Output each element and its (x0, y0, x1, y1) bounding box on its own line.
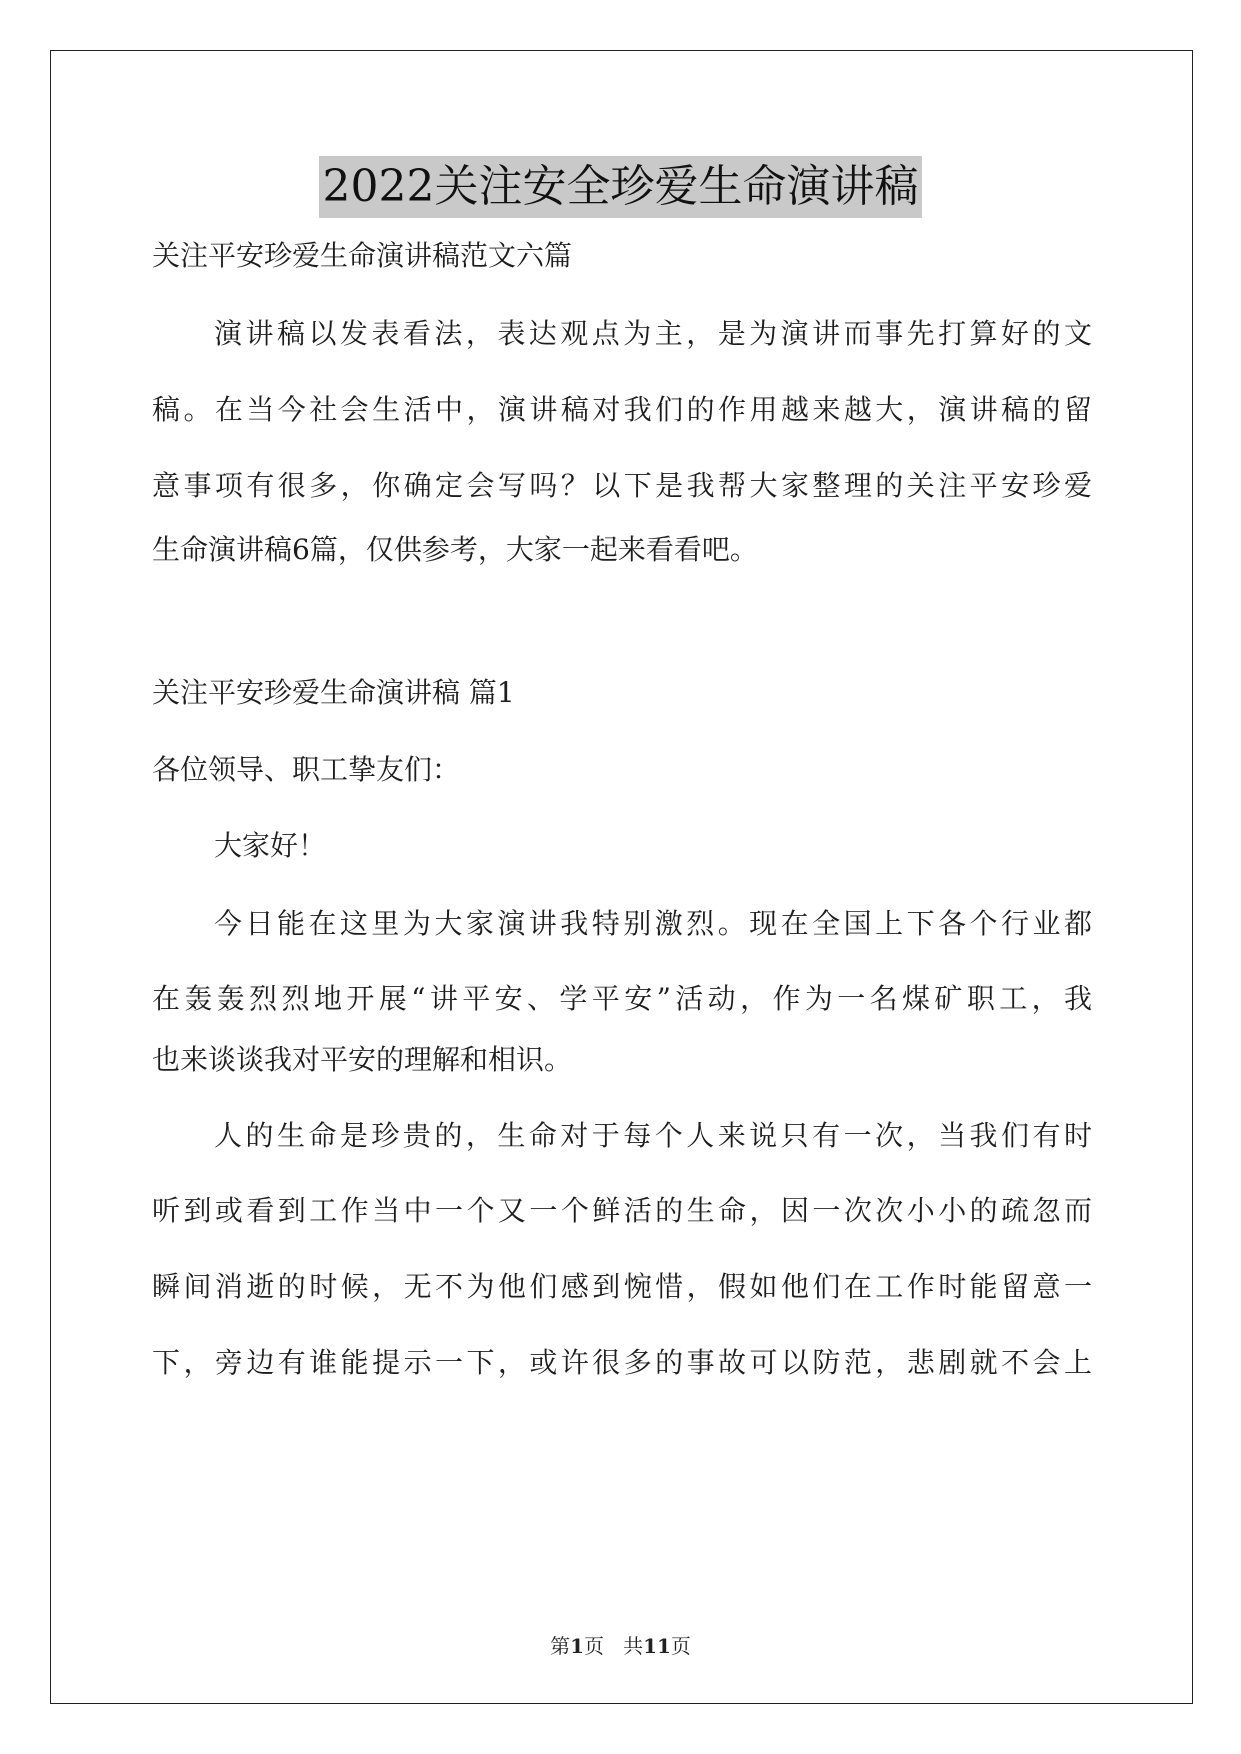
intro-line: 演讲稿以发表看法，表达观点为主，是为演讲而事先打算好的文 (214, 317, 1092, 350)
paragraph-line: 瞬间消逝的时候，无不为他们感到惋惜，假如他们在工作时能留意一 (152, 1270, 1092, 1303)
footer-total-prefix: 共 (623, 1634, 644, 1658)
intro-line: 稿。在当今社会生活中，演讲稿对我们的作用越来越大，演讲稿的留 (152, 393, 1092, 426)
footer-page-suffix: 页 (584, 1634, 604, 1658)
title-wrap (0, 156, 1241, 218)
section-heading: 关注平安珍爱生命演讲稿 篇1 (152, 676, 515, 709)
paragraph-line: 今日能在这里为大家演讲我特别激烈。现在全国上下各个行业都 (214, 907, 1092, 940)
intro-line: 意事项有很多，你确定会写吗？以下是我帮大家整理的关注平安珍爱 (152, 469, 1092, 502)
document-title: 2022关注安全珍爱生命演讲稿 (319, 156, 923, 218)
paragraph-line: 下，旁边有谁能提示一下，或许很多的事故可以防范，悲剧就不会上 (152, 1346, 1092, 1379)
paragraph-line: 也来谈谈我对平安的理解和相识。 (152, 1043, 573, 1076)
footer-prefix: 第 (550, 1634, 571, 1658)
total-pages: 11 (643, 1634, 671, 1658)
salutation: 各位领导、职工挚友们： (152, 753, 461, 786)
footer-total-suffix: 页 (670, 1634, 691, 1658)
subtitle: 关注平安珍爱生命演讲稿范文六篇 (152, 239, 573, 272)
page-number: 1 (570, 1634, 584, 1658)
paragraph-line: 听到或看到工作当中一个又一个鲜活的生命，因一次次小小的疏忽而 (152, 1194, 1092, 1227)
paragraph-line: 在轰轰烈烈地开展“讲平安、学平安”活动，作为一名煤矿职工，我 (152, 982, 1092, 1015)
greeting: 大家好！ (214, 829, 327, 862)
page-border (50, 50, 1193, 1704)
intro-line: 生命演讲稿6篇，仅供参考，大家一起来看看吧。 (152, 533, 758, 566)
page-footer (0, 1630, 1241, 1659)
paragraph-line: 人的生命是珍贵的，生命对于每个人来说只有一次，当我们有时 (214, 1119, 1092, 1152)
